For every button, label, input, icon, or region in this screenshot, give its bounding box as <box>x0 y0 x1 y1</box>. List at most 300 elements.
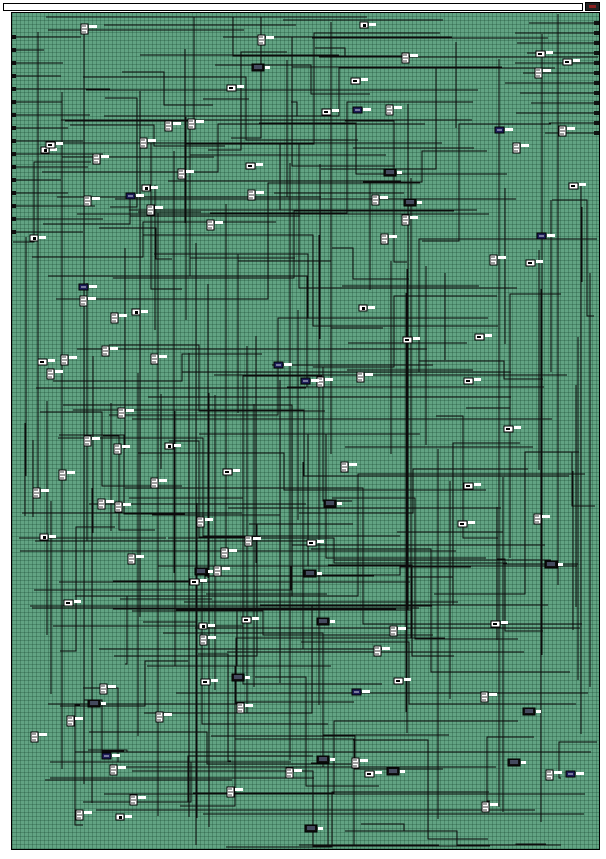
gate-tag <box>106 500 114 503</box>
input-pin-icon <box>12 152 16 156</box>
gate-component[interactable] <box>221 548 237 558</box>
gate-tag <box>266 36 274 39</box>
flip-flop-mark <box>203 681 207 683</box>
gate-component[interactable] <box>151 354 167 364</box>
gate-component[interactable] <box>481 692 497 702</box>
close-icon <box>589 5 596 8</box>
register-tag <box>558 563 563 566</box>
probe-component[interactable] <box>495 127 513 133</box>
gate-tag <box>92 197 100 200</box>
output-pin-icon <box>594 91 599 95</box>
input-pin[interactable] <box>12 204 95 208</box>
flip-flop-mark <box>571 185 575 187</box>
gate-tag <box>159 355 167 358</box>
register-tag <box>521 761 526 764</box>
probe-tag <box>547 234 555 237</box>
wire <box>436 416 498 538</box>
flip-flop-tag <box>474 483 481 486</box>
gate-tag <box>208 636 216 639</box>
flip-flop-mark <box>244 619 248 621</box>
flipflop-component[interactable] <box>223 469 240 475</box>
schematic-canvas[interactable] <box>11 12 600 850</box>
gate-component[interactable] <box>188 119 204 129</box>
gate-tag <box>235 788 243 791</box>
gate-tag <box>215 221 223 224</box>
flip-flop-mark <box>66 602 70 604</box>
output-pin[interactable] <box>531 101 599 105</box>
flip-flop-mark <box>460 523 464 525</box>
gate-component[interactable] <box>128 554 144 564</box>
wire <box>75 705 83 825</box>
flip-flop-tag <box>211 679 218 682</box>
register-tag <box>397 171 402 174</box>
flip-flop-tag <box>256 163 263 166</box>
gate-tag <box>294 769 302 772</box>
output-component[interactable] <box>359 305 375 311</box>
output-component[interactable] <box>116 814 132 820</box>
wire <box>208 52 287 150</box>
output-mark <box>43 536 46 539</box>
gate-component[interactable] <box>341 462 357 472</box>
flipflop-component[interactable] <box>365 771 382 777</box>
register-tag <box>330 620 335 623</box>
gate-tag <box>498 256 506 259</box>
input-pin-icon <box>12 74 16 78</box>
flipflop-component[interactable] <box>351 78 368 84</box>
register-tag <box>265 66 270 69</box>
output-pin-icon <box>594 111 599 115</box>
register-icon <box>545 561 557 568</box>
wire <box>313 296 497 367</box>
flipflop-component[interactable] <box>464 483 481 489</box>
gate-tag <box>489 693 497 696</box>
gate-tag <box>55 370 63 373</box>
gate-component[interactable] <box>47 369 63 379</box>
gate-component[interactable] <box>402 215 418 225</box>
output-tag <box>141 310 148 313</box>
gate-tag <box>123 503 131 506</box>
gate-component[interactable] <box>286 768 302 778</box>
flipflop-component[interactable] <box>38 359 55 365</box>
flip-flop-tag <box>237 85 244 88</box>
input-pin-icon <box>12 113 16 117</box>
flip-flop-tag <box>413 337 420 340</box>
probe-component[interactable] <box>274 362 292 368</box>
output-pin-icon <box>594 31 599 35</box>
flip-flop-mark <box>48 144 52 146</box>
gate-component[interactable] <box>31 732 47 742</box>
input-pin-icon <box>12 61 16 65</box>
flip-flop-mark <box>229 87 233 89</box>
flipflop-component[interactable] <box>403 337 420 343</box>
gate-tag <box>382 647 390 650</box>
wire <box>109 345 325 411</box>
register-tag <box>337 502 342 505</box>
gate-component[interactable] <box>156 712 172 722</box>
gate-tag <box>159 479 167 482</box>
wire <box>186 33 440 144</box>
output-pin[interactable] <box>545 131 599 135</box>
flipflop-component[interactable] <box>246 163 263 169</box>
gate-tag <box>245 704 253 707</box>
flip-flop-tag <box>317 540 324 543</box>
wire <box>345 121 407 262</box>
gate-tag <box>410 216 418 219</box>
flipflop-component[interactable] <box>563 59 580 65</box>
gate-tag <box>89 25 97 28</box>
gate-tag <box>67 471 75 474</box>
flipflop-component[interactable] <box>242 617 259 623</box>
gate-tag <box>148 139 156 142</box>
wire <box>248 102 297 116</box>
register-icon <box>232 674 244 681</box>
gate-tag <box>205 518 213 521</box>
wire <box>434 452 579 594</box>
output-tag <box>151 186 158 189</box>
output-pin[interactable] <box>520 91 599 95</box>
output-pin[interactable] <box>515 61 599 65</box>
flip-flop-tag <box>200 579 207 582</box>
register-icon <box>305 825 317 832</box>
input-pin[interactable] <box>12 152 103 156</box>
output-tag <box>369 23 376 26</box>
wire <box>553 452 595 506</box>
register-component[interactable] <box>523 708 541 715</box>
flip-flop-tag <box>361 78 368 81</box>
probe-tag <box>363 108 371 111</box>
wire <box>91 121 295 258</box>
gate-component[interactable] <box>237 703 253 713</box>
flip-flop-tag <box>501 621 508 624</box>
gate-component[interactable] <box>214 566 230 576</box>
output-mark <box>202 625 205 628</box>
gate-tag <box>521 144 529 147</box>
gate-component[interactable] <box>357 372 373 382</box>
flip-flop-tag <box>536 260 543 263</box>
gate-tag <box>394 106 402 109</box>
output-pin-icon <box>594 41 599 45</box>
flipflop-component[interactable] <box>190 579 207 585</box>
gate-tag <box>138 796 146 799</box>
input-pin-icon <box>12 100 16 104</box>
gate-component[interactable] <box>115 502 131 512</box>
flipflop-component[interactable] <box>322 109 339 115</box>
gate-component[interactable] <box>513 143 529 153</box>
flip-flop-tag <box>514 426 521 429</box>
input-pin[interactable] <box>12 126 68 130</box>
gate-tag <box>360 759 368 762</box>
register-tag <box>400 770 405 773</box>
wire <box>105 98 137 207</box>
wire <box>132 771 490 846</box>
register-icon <box>508 759 520 766</box>
input-pin[interactable] <box>12 165 88 169</box>
gate-component[interactable] <box>130 795 146 805</box>
flipflop-component[interactable] <box>504 426 521 432</box>
flip-flop-mark <box>309 542 313 544</box>
register-component[interactable] <box>384 169 402 176</box>
flip-flop-tag <box>468 521 475 524</box>
probe-tag <box>362 690 370 693</box>
output-pin-icon <box>594 21 599 25</box>
gate-tag <box>229 549 237 552</box>
output-pin[interactable] <box>529 21 599 25</box>
probe-component[interactable] <box>352 689 370 695</box>
input-pin-icon <box>12 35 16 39</box>
output-pin-icon <box>594 131 599 135</box>
gate-tag <box>365 373 373 376</box>
gate-tag <box>256 191 264 194</box>
output-pin-icon <box>594 81 599 85</box>
output-tag <box>49 535 56 538</box>
gate-tag <box>222 567 230 570</box>
register-component[interactable] <box>545 561 563 568</box>
probe-tag <box>311 379 319 382</box>
input-pin-icon <box>12 139 16 143</box>
flip-flop-mark <box>466 380 470 382</box>
output-tag <box>39 236 46 239</box>
register-component[interactable] <box>195 568 213 575</box>
flip-flop-mark <box>528 262 532 264</box>
gate-tag <box>398 627 406 630</box>
input-pin[interactable] <box>12 100 62 104</box>
flipflop-component[interactable] <box>526 260 543 266</box>
flip-flop-tag <box>485 334 492 337</box>
probe-component[interactable] <box>537 233 555 239</box>
wire <box>397 532 578 564</box>
output-component[interactable] <box>30 235 46 241</box>
gate-tag <box>186 170 194 173</box>
gate-component[interactable] <box>559 126 575 136</box>
gate-component[interactable] <box>100 684 116 694</box>
register-icon <box>387 768 399 775</box>
gate-component[interactable] <box>258 35 274 45</box>
output-tag <box>125 815 132 818</box>
flip-flop-tag <box>233 469 240 472</box>
gate-tag <box>155 206 163 209</box>
output-pin-icon <box>594 121 599 125</box>
output-mark <box>119 816 122 819</box>
gate-component[interactable] <box>200 635 216 645</box>
register-icon <box>252 64 264 71</box>
probe-component[interactable] <box>79 284 97 290</box>
gate-component[interactable] <box>76 810 92 820</box>
gate-tag <box>554 771 562 774</box>
gate-component[interactable] <box>381 234 397 244</box>
output-pin-icon <box>594 101 599 105</box>
gate-component[interactable] <box>114 444 130 454</box>
flip-flop-tag <box>56 142 63 145</box>
register-component[interactable] <box>317 756 335 763</box>
probe-component[interactable] <box>566 771 584 777</box>
wire <box>466 294 561 408</box>
flipflop-component[interactable] <box>464 378 481 384</box>
register-component[interactable] <box>404 199 422 206</box>
gate-component[interactable] <box>165 121 181 131</box>
gate-tag <box>567 127 575 130</box>
output-mark <box>168 445 171 448</box>
gate-tag <box>92 437 100 440</box>
register-icon <box>88 700 100 707</box>
wire <box>132 611 433 635</box>
gate-component[interactable] <box>102 346 118 356</box>
schematic-diagram[interactable] <box>12 13 599 849</box>
flip-flop-tag <box>332 109 339 112</box>
input-pin-icon <box>12 178 16 182</box>
gate-component[interactable] <box>207 220 223 230</box>
input-pin[interactable] <box>12 230 83 234</box>
flip-flop-mark <box>225 471 229 473</box>
gate-component[interactable] <box>81 24 97 34</box>
input-pin[interactable] <box>12 35 81 39</box>
wire <box>83 77 358 140</box>
wire <box>75 474 585 596</box>
flipflop-component[interactable] <box>394 678 411 684</box>
flipflop-component[interactable] <box>46 142 63 148</box>
gate-component[interactable] <box>84 436 100 446</box>
output-pin-icon <box>594 71 599 75</box>
flip-flop-mark <box>538 53 542 55</box>
gate-component[interactable] <box>110 765 126 775</box>
gate-tag <box>543 69 551 72</box>
output-tag <box>208 624 215 627</box>
flipflop-component[interactable] <box>64 600 81 606</box>
flipflop-component[interactable] <box>458 521 475 527</box>
output-mark <box>362 307 365 310</box>
gate-component[interactable] <box>80 296 96 306</box>
register-component[interactable] <box>317 618 335 625</box>
input-pin[interactable] <box>12 191 68 195</box>
input-pin-icon <box>12 204 16 208</box>
probe-component[interactable] <box>126 193 144 199</box>
flip-flop-mark <box>367 773 371 775</box>
output-component[interactable] <box>132 309 148 315</box>
flip-flop-mark <box>466 485 470 487</box>
close-button[interactable] <box>585 2 600 11</box>
input-pin-icon <box>12 48 16 52</box>
gate-component[interactable] <box>118 408 134 418</box>
input-pin[interactable] <box>12 217 103 221</box>
wire <box>13 162 91 242</box>
register-component[interactable] <box>508 759 526 766</box>
output-mark <box>145 187 148 190</box>
gate-component[interactable] <box>93 154 109 164</box>
output-component[interactable] <box>165 443 181 449</box>
flip-flop-mark <box>565 61 569 63</box>
output-pin-icon <box>594 61 599 65</box>
flipflop-component[interactable] <box>475 334 492 340</box>
gate-component[interactable] <box>402 53 418 63</box>
gate-tag <box>122 445 130 448</box>
gate-tag <box>349 463 357 466</box>
gate-component[interactable] <box>374 646 390 656</box>
register-tag <box>208 570 213 573</box>
output-pin[interactable] <box>523 71 599 75</box>
gate-tag <box>108 685 116 688</box>
gate-tag <box>84 811 92 814</box>
flip-flop-tag <box>546 51 553 54</box>
gate-tag <box>136 555 144 558</box>
gate-tag <box>173 122 181 125</box>
gate-component[interactable] <box>386 105 402 115</box>
register-tag <box>101 702 106 705</box>
gate-component[interactable] <box>197 517 213 527</box>
output-component[interactable] <box>360 22 376 28</box>
gate-tag <box>39 733 47 736</box>
flip-flop-tag <box>375 771 382 774</box>
gate-tag <box>110 347 118 350</box>
flip-flop-tag <box>579 183 586 186</box>
title-bar <box>3 3 583 11</box>
gate-component[interactable] <box>59 470 75 480</box>
gate-component[interactable] <box>61 355 77 365</box>
gate-tag <box>410 54 418 57</box>
gate-tag <box>41 489 49 492</box>
wire <box>345 831 561 845</box>
wire <box>89 732 351 764</box>
gate-tag <box>542 515 550 518</box>
flip-flop-mark <box>396 680 400 682</box>
probe-tag <box>576 772 584 775</box>
gate-component[interactable] <box>84 196 100 206</box>
output-mark <box>33 237 36 240</box>
flipflop-component[interactable] <box>536 51 553 57</box>
gate-tag <box>88 297 96 300</box>
output-mark <box>363 24 366 27</box>
output-pin[interactable] <box>505 81 599 85</box>
wire <box>487 737 534 801</box>
probe-tag <box>284 363 292 366</box>
register-icon <box>317 756 329 763</box>
flip-flop-mark <box>493 623 497 625</box>
gate-component[interactable] <box>490 255 506 265</box>
output-pin[interactable] <box>549 121 599 125</box>
input-pin-icon <box>12 165 16 169</box>
flip-flop-mark <box>353 80 357 82</box>
register-component[interactable] <box>305 825 323 832</box>
input-pin-icon <box>12 230 16 234</box>
wire <box>497 559 543 631</box>
register-icon <box>304 570 316 577</box>
gate-tag <box>164 713 172 716</box>
register-tag <box>317 572 322 575</box>
wire <box>60 661 188 706</box>
output-component[interactable] <box>40 534 56 540</box>
gate-tag <box>119 314 127 317</box>
probe-component[interactable] <box>353 107 371 113</box>
probe-tag <box>505 128 513 131</box>
flip-flop-tag <box>48 359 55 362</box>
wire <box>59 576 374 582</box>
input-pin[interactable] <box>12 48 44 52</box>
probe-component[interactable] <box>102 753 120 759</box>
output-pin[interactable] <box>515 31 599 35</box>
output-pin-icon <box>594 51 599 55</box>
input-pin[interactable] <box>12 113 90 117</box>
wire <box>361 824 404 831</box>
register-icon <box>195 568 207 575</box>
output-mark <box>135 311 138 314</box>
output-component[interactable] <box>142 185 158 191</box>
input-pin[interactable] <box>12 74 61 78</box>
gate-component[interactable] <box>372 195 388 205</box>
gate-tag <box>101 155 109 158</box>
flipflop-component[interactable] <box>569 183 586 189</box>
output-tag <box>368 306 375 309</box>
register-icon <box>523 708 535 715</box>
input-pin[interactable] <box>12 178 61 182</box>
probe-component[interactable] <box>301 378 319 384</box>
